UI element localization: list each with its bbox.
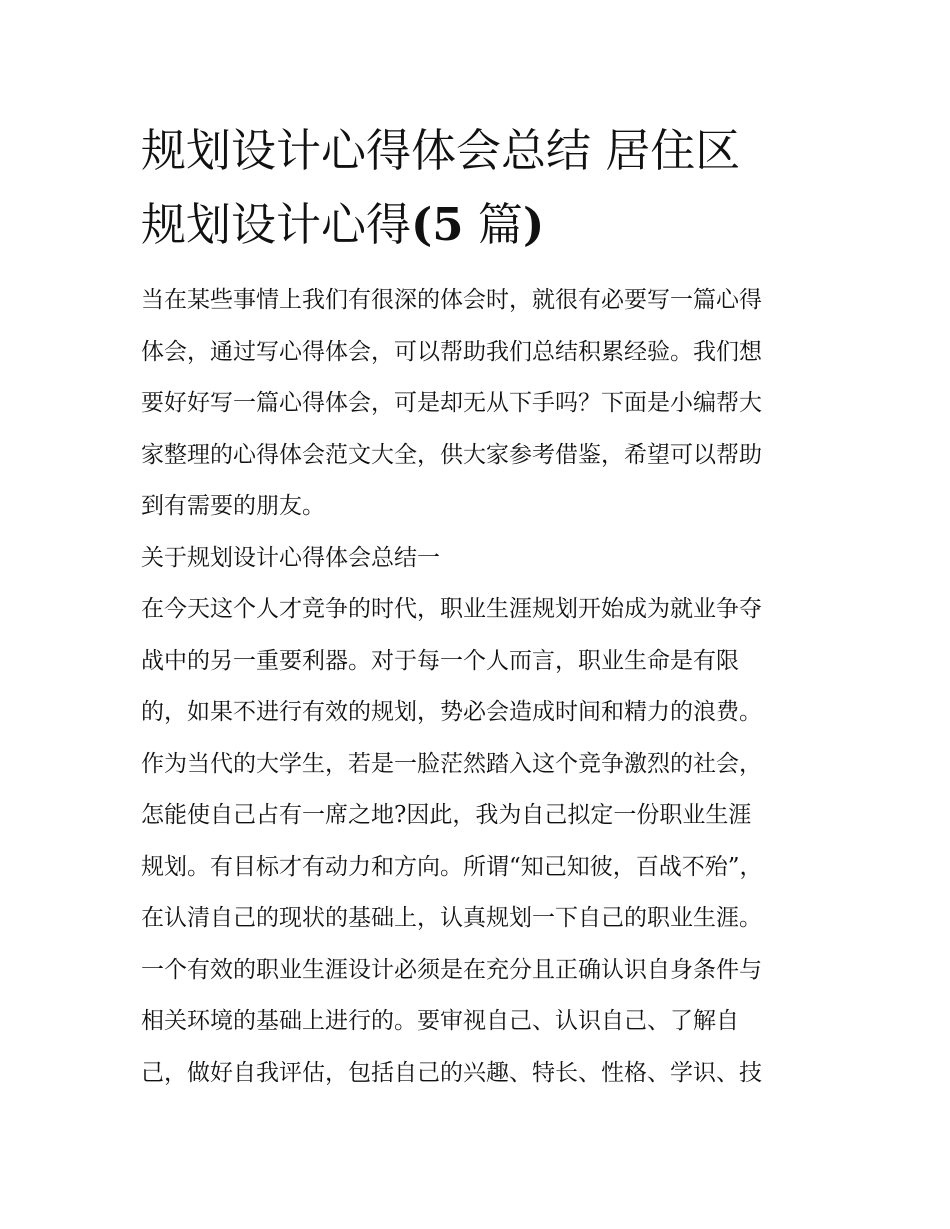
body-line: 规划。有目标才有动力和方向。所谓“知己知彼，百战不殆”， xyxy=(141,853,763,880)
body-line: 一个有效的职业生涯设计必须是在充分且正确认识自身条件与 xyxy=(141,956,762,983)
body-line: 当在某些事情上我们有很深的体会时，就很有必要写一篇心得 xyxy=(141,287,762,313)
body-line: 在今天这个人才竞争的时代，职业生涯规划开始成为就业争夺 xyxy=(141,596,762,622)
body-line: 在认清自己的现状的基础上，认真规划一下自己的职业生涯。 xyxy=(141,905,762,931)
title-line-2 xyxy=(141,188,831,262)
body-line: 家整理的心得体会范文大全，供大家参考借鉴，希望可以帮助 xyxy=(141,441,762,468)
body-line: 怎能使自己占有一席之地?因此，我为自己拟定一份职业生涯 xyxy=(141,802,752,828)
title-count-open: (5 xyxy=(411,198,464,251)
body-line: 到有需要的朋友。 xyxy=(141,493,325,519)
title-line-2-text: 规划设计心得 xyxy=(141,198,412,251)
body-line: 战中的另一重要利器。对于每一个人而言，职业生命是有限 xyxy=(141,647,739,674)
document-title xyxy=(141,114,831,262)
body-line: 相关环境的基础上进行的。要审视自己、认识自己、了解自 xyxy=(141,1008,739,1034)
body-line: 要好好写一篇心得体会，可是却无从下手吗？下面是小编帮大 xyxy=(141,390,762,416)
title-line-1: 规划设计心得体会总结 居住区 xyxy=(141,124,741,177)
title-count-unit: 篇 xyxy=(463,198,523,251)
section-heading: 关于规划设计心得体会总结一 xyxy=(141,544,440,571)
document-body xyxy=(141,281,821,1105)
body-line: 作为当代的大学生，若是一脸茫然踏入这个竞争激烈的社会， xyxy=(141,750,762,777)
body-line: 的，如果不进行有效的规划，势必会造成时间和精力的浪费。 xyxy=(141,699,762,725)
title-count-close: ) xyxy=(522,198,545,251)
body-line: 体会，通过写心得体会，可以帮助我们总结积累经验。我们想 xyxy=(141,338,762,365)
body-line: 己，做好自我评估，包括自己的兴趣、特长、性格、学识、技 xyxy=(141,1059,762,1086)
